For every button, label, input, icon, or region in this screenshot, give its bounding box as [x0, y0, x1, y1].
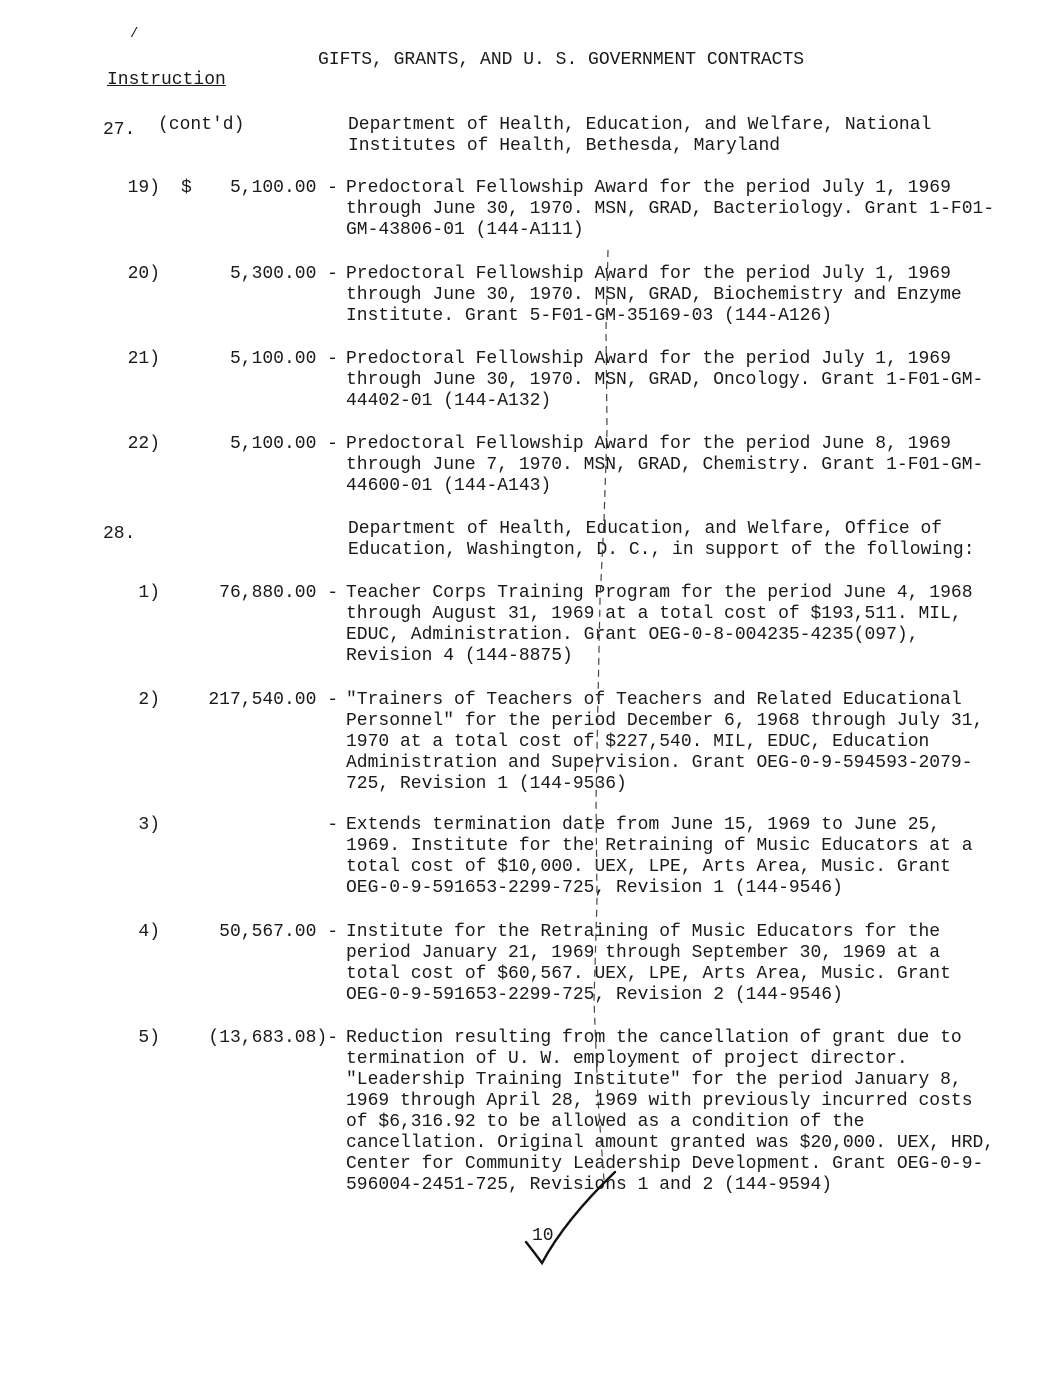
entry-description: Predoctoral Fellowship Award for the period July 1, 1969 through June 30, 1970. MSN, GRAD, Bacteriology. Grant 1-F01-GM-43806-01 (144-A111) — [346, 178, 995, 240]
item-number-28: 28. — [103, 524, 136, 544]
page-number: 10 — [532, 1226, 554, 1246]
entry-number: 20) — [127, 264, 160, 284]
entry-number: 21) — [127, 349, 160, 369]
entry-number: 1) — [138, 583, 160, 603]
item-number-27: 27. — [103, 120, 136, 140]
entry-number: 22) — [127, 434, 160, 454]
entry-description: Extends termination date from June 15, 1969 to June 25, 1969. Institute for the Retraining of Music Educators at a total cost of $10,000. UEX, LPE, Arts Area, Music. Grant OEG-0-9-591653-2299-725, Revision 1 (144-9546) — [346, 815, 973, 898]
entry-description: Institute for the Retraining of Music Educators for the period January 21, 1969 through September 30, 1969 at a total cost of $60,567. UEX, LPE, Arts Area, Music. Grant OEG-0-9-591653-2299-725, Revision 2 (144-9546) — [346, 922, 951, 1005]
stray-mark: / — [130, 26, 139, 42]
entry-description: Predoctoral Fellowship Award for the period July 1, 1969 through June 30, 1970. MSN, GRAD, Biochemistry and Enzyme Institute. Grant 5-F01-GM-35169-03 (144-A126) — [346, 264, 962, 326]
entry-description: Predoctoral Fellowship Award for the period July 1, 1969 through June 30, 1970. MSN, GRAD, Oncology. Grant 1-F01-GM-44402-01 (144-A132) — [346, 349, 984, 411]
entry-description: Teacher Corps Training Program for the period June 4, 1968 through August 31, 1969 at a total cost of $193,511. MIL, EDUC, Administration. Grant OEG-0-8-004235-4235(097), Revision 4 (144-8875) — [346, 583, 973, 666]
entry-number: 5) — [138, 1028, 160, 1048]
continued-label: (cont'd) — [158, 115, 245, 135]
section-label: Instruction — [107, 70, 226, 90]
entry-amount: 50,567.00 - — [219, 922, 338, 942]
entry-amount: 5,100.00 - — [229, 434, 338, 454]
agency-28: Department of Health, Education, and Welfare, Office of Education, Washington, D. C., in support of the following: — [348, 519, 975, 560]
entry-number: 3) — [138, 815, 160, 835]
currency-symbol: $ — [181, 178, 192, 198]
page-title: GIFTS, GRANTS, AND U. S. GOVERNMENT CONTRACTS — [318, 50, 805, 70]
entry-amount: 76,880.00 - — [219, 583, 338, 603]
entry-number: 2) — [138, 690, 160, 710]
entry-amount: (13,683.08)- — [208, 1028, 338, 1048]
entry-amount: 5,300.00 - — [229, 264, 338, 284]
entry-number: 4) — [138, 922, 160, 942]
entry-number: 19) — [127, 178, 160, 198]
entry-amount: - — [327, 815, 338, 835]
agency-27: Department of Health, Education, and Welfare, National Institutes of Health, Bethesda, Maryland — [348, 115, 932, 156]
entry-description: Reduction resulting from the cancellation of grant due to termination of U. W. employment of project director. "Leadership Training Institute" for the period January 8, 1969 through April 28, 1969 with previously incurred costs of $6,316.92 to be allowed as a condition of the cancellation. Original amount granted was $20,000. UEX, HRD, Center for Community Leadership Development. Grant OEG-0-9-596004-2451-725, Revisions 1 and 2 (144-9594) — [346, 1028, 995, 1195]
entry-amount: 5,100.00 - — [229, 178, 338, 198]
entry-description: "Trainers of Teachers of Teachers and Related Educational Personnel" for the period December 6, 1968 through July 31, 1970 at a total cost of $227,540. MIL, EDUC, Education Administration and Supervision. Grant OEG-0-9-594593-2079-725, Revision 1 (144-9536) — [346, 690, 984, 794]
entry-amount: 5,100.00 - — [229, 349, 338, 369]
entry-amount: 217,540.00 - — [208, 690, 338, 710]
entry-description: Predoctoral Fellowship Award for the period June 8, 1969 through June 7, 1970. MSN, GRAD, Chemistry. Grant 1-F01-GM-44600-01 (144-A143) — [346, 434, 984, 496]
check-mark-icon — [520, 1160, 640, 1270]
